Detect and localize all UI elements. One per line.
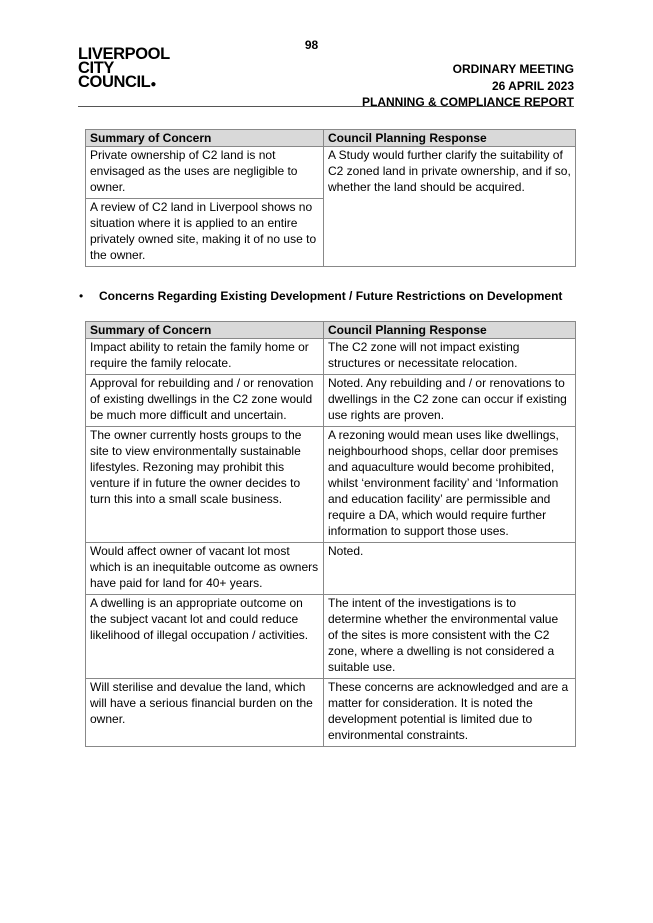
concern-cell: A review of C2 land in Liverpool shows no situation where it is applied to an entire privately owned site, making it of no use to the owner. (86, 199, 324, 267)
report-title: PLANNING & COMPLIANCE REPORT (361, 95, 574, 109)
page-number: 98 (304, 38, 319, 52)
table-row (86, 543, 576, 595)
meeting-type: ORDINARY MEETING (452, 62, 574, 76)
response-cell: The C2 zone will not impact existing structures or necessitate relocation. (324, 339, 576, 375)
response-cell: A rezoning would mean uses like dwellings, neighbourhood shops, cellar door premises and aquaculture would become prohibited, whilst ‘environment facility’ and ‘Information and education facility’ are permissible and require a DA, which would require further information to support those uses. (324, 427, 576, 543)
response-cell: The intent of the investigations is to determine whether the environmental value of the sites is more consistent with the C2 zone, where a dwelling is not considered a suitable use. (324, 595, 576, 679)
response-cell: Noted. Any rebuilding and / or renovations to dwellings in the C2 zone can occur if existing use rights are proven. (324, 375, 576, 427)
logo-line-2: CITY (78, 59, 114, 77)
concern-cell: A dwelling is an appropriate outcome on the subject vacant lot and could reduce likelihood of illegal occupation / activities. (86, 595, 324, 679)
table-row (86, 375, 576, 427)
response-cell: These concerns are acknowledged and are a matter for consideration. It is noted the development potential is limited due to environmental constraints. (324, 679, 576, 747)
section-heading-text: Concerns Regarding Existing Development / Future Restrictions on Development (99, 289, 563, 303)
concern-cell: Impact ability to retain the family home or require the family relocate. (86, 339, 324, 375)
table-row (86, 147, 576, 199)
column-header-response: Council Planning Response (324, 322, 576, 339)
meeting-header (362, 61, 574, 111)
table-row (86, 595, 576, 679)
concern-cell: The owner currently hosts groups to the site to view environmentally sustainable lifestyles. Rezoning may prohibit this venture if in future the owner decides to turn this into a small scale business. (86, 427, 324, 543)
table-header-row (86, 322, 576, 339)
concerns-table-1 (85, 129, 576, 267)
table-row (86, 679, 576, 747)
bullet-icon: • (79, 289, 84, 303)
table-row (86, 427, 576, 543)
logo-line-1: LIVERPOOL (78, 45, 170, 63)
concerns-table-2 (85, 321, 576, 747)
column-header-response: Council Planning Response (324, 130, 576, 147)
logo-mark-icon: ● (150, 79, 157, 90)
council-logo (78, 47, 170, 92)
table-row (86, 339, 576, 375)
section-heading (79, 289, 562, 303)
logo-line-3: COUNCIL (78, 73, 151, 91)
table-header-row (86, 130, 576, 147)
response-cell: Noted. (324, 543, 576, 595)
meeting-date: 26 APRIL 2023 (491, 78, 574, 93)
logo-line-3-wrap (78, 75, 170, 92)
column-header-concern: Summary of Concern (86, 130, 324, 147)
response-cell: A Study would further clarify the suitability of C2 zoned land in private ownership, and if so, whether the land should be acquired. (324, 147, 576, 267)
header-divider (78, 106, 574, 107)
concern-cell: Will sterilise and devalue the land, which will have a serious financial burden on the owner. (86, 679, 324, 747)
concern-cell: Approval for rebuilding and / or renovation of existing dwellings in the C2 zone would be much more difficult and uncertain. (86, 375, 324, 427)
column-header-concern: Summary of Concern (86, 322, 324, 339)
concern-cell: Would affect owner of vacant lot most which is an inequitable outcome as owners have paid for land for 40+ years. (86, 543, 324, 595)
concern-cell: Private ownership of C2 land is not envisaged as the uses are negligible to owner. (86, 147, 324, 199)
